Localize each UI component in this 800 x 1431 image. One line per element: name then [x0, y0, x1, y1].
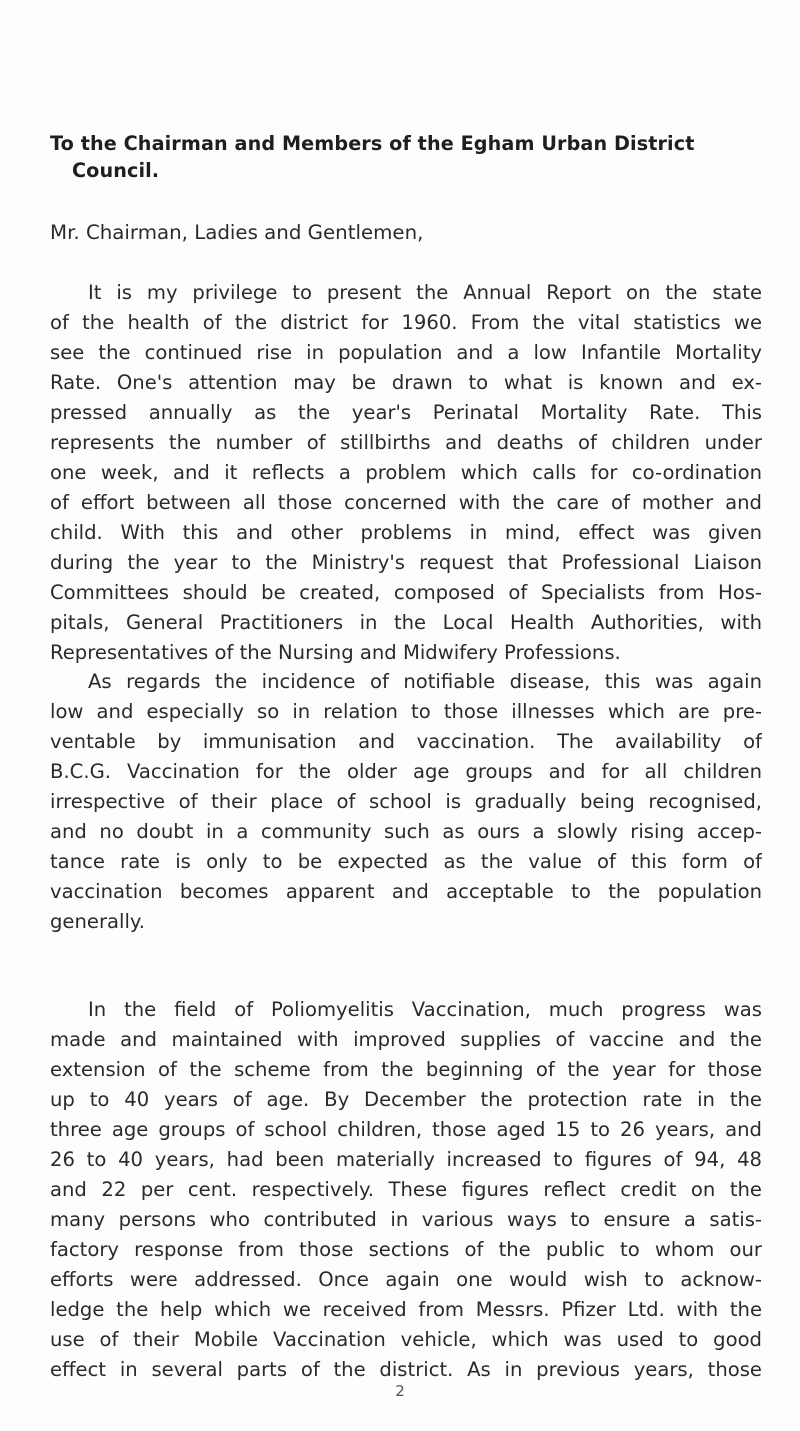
paragraph-line: As regards the incidence of notifiable disease, this was again: [88, 670, 762, 693]
paragraph-line: see the continued rise in population and a low Infantile Mortality: [50, 341, 762, 364]
paragraph-line: ledge the help which we received from Messrs. Pfizer Ltd. with the: [50, 1298, 762, 1321]
paragraph-line: made and maintained with improved supplies of vaccine and the: [50, 1028, 762, 1051]
paragraph-line: It is my privilege to present the Annual Report on the state: [88, 281, 762, 304]
paragraph-line: efforts were addressed. Once again one would wish to acknow-: [50, 1268, 762, 1291]
heading-line-1: To the Chairman and Members of the Egham Urban District: [50, 132, 695, 155]
paragraph-line: of effort between all those concerned with the care of mother and: [50, 491, 762, 514]
paragraph-line: extension of the scheme from the beginning of the year for those: [50, 1058, 762, 1081]
paragraph-line: pitals, General Practitioners in the Local Health Authorities, with: [50, 611, 762, 634]
paragraph-line: Representatives of the Nursing and Midwifery Professions.: [50, 641, 621, 664]
paragraph-line: B.C.G. Vaccination for the older age groups and for all children: [50, 760, 762, 783]
paragraph-line: low and especially so in relation to those illnesses which are pre-: [50, 700, 762, 723]
paragraph-line: child. With this and other problems in mind, effect was given: [50, 521, 762, 544]
salutation: Mr. Chairman, Ladies and Gentlemen,: [50, 221, 424, 244]
paragraph-3: [50, 995, 762, 1385]
paragraph-1: [50, 278, 762, 668]
paragraph-line: generally.: [50, 910, 145, 933]
paragraph-line: factory response from those sections of the public to whom our: [50, 1238, 762, 1261]
paragraph-line: one week, and it reflects a problem which calls for co-ordination: [50, 461, 762, 484]
paragraph-line: up to 40 years of age. By December the protection rate in the: [50, 1088, 762, 1111]
paragraph-line: 26 to 40 years, had been materially increased to figures of 94, 48: [50, 1148, 762, 1171]
paragraph-line: vaccination becomes apparent and acceptable to the population: [50, 880, 762, 903]
paragraph-line: represents the number of stillbirths and deaths of children under: [50, 431, 762, 454]
paragraph-line: Committees should be created, composed of Specialists from Hos-: [50, 581, 762, 604]
paragraph-line: during the year to the Ministry's request that Professional Liaison: [50, 551, 762, 574]
document-heading: [50, 130, 762, 184]
paragraph-line: and no doubt in a community such as ours a slowly rising accep-: [50, 820, 762, 843]
paragraph-line: three age groups of school children, those aged 15 to 26 years, and: [50, 1118, 762, 1141]
paragraph-line: pressed annually as the year's Perinatal Mortality Rate. This: [50, 401, 762, 424]
paragraph-line: ventable by immunisation and vaccination. The availability of: [50, 730, 762, 753]
paragraph-line: and 22 per cent. respectively. These figures reflect credit on the: [50, 1178, 762, 1201]
paragraph-line: many persons who contributed in various ways to ensure a satis-: [50, 1208, 762, 1231]
paragraph-line: Rate. One's attention may be drawn to what is known and ex-: [50, 371, 762, 394]
paragraph-line: use of their Mobile Vaccination vehicle, which was used to good: [50, 1328, 762, 1351]
page-number: 2: [395, 1382, 405, 1400]
paragraph-line: of the health of the district for 1960. From the vital statistics we: [50, 311, 762, 334]
paragraph-line: irrespective of their place of school is gradually being recognised,: [50, 790, 762, 813]
heading-line-2: Council.: [72, 159, 160, 182]
paragraph-line: In the field of Poliomyelitis Vaccination, much progress was: [88, 998, 762, 1021]
paragraph-line: effect in several parts of the district. As in previous years, those: [50, 1358, 762, 1381]
paragraph-line: tance rate is only to be expected as the value of this form of: [50, 850, 762, 873]
paragraph-2: [50, 667, 762, 937]
